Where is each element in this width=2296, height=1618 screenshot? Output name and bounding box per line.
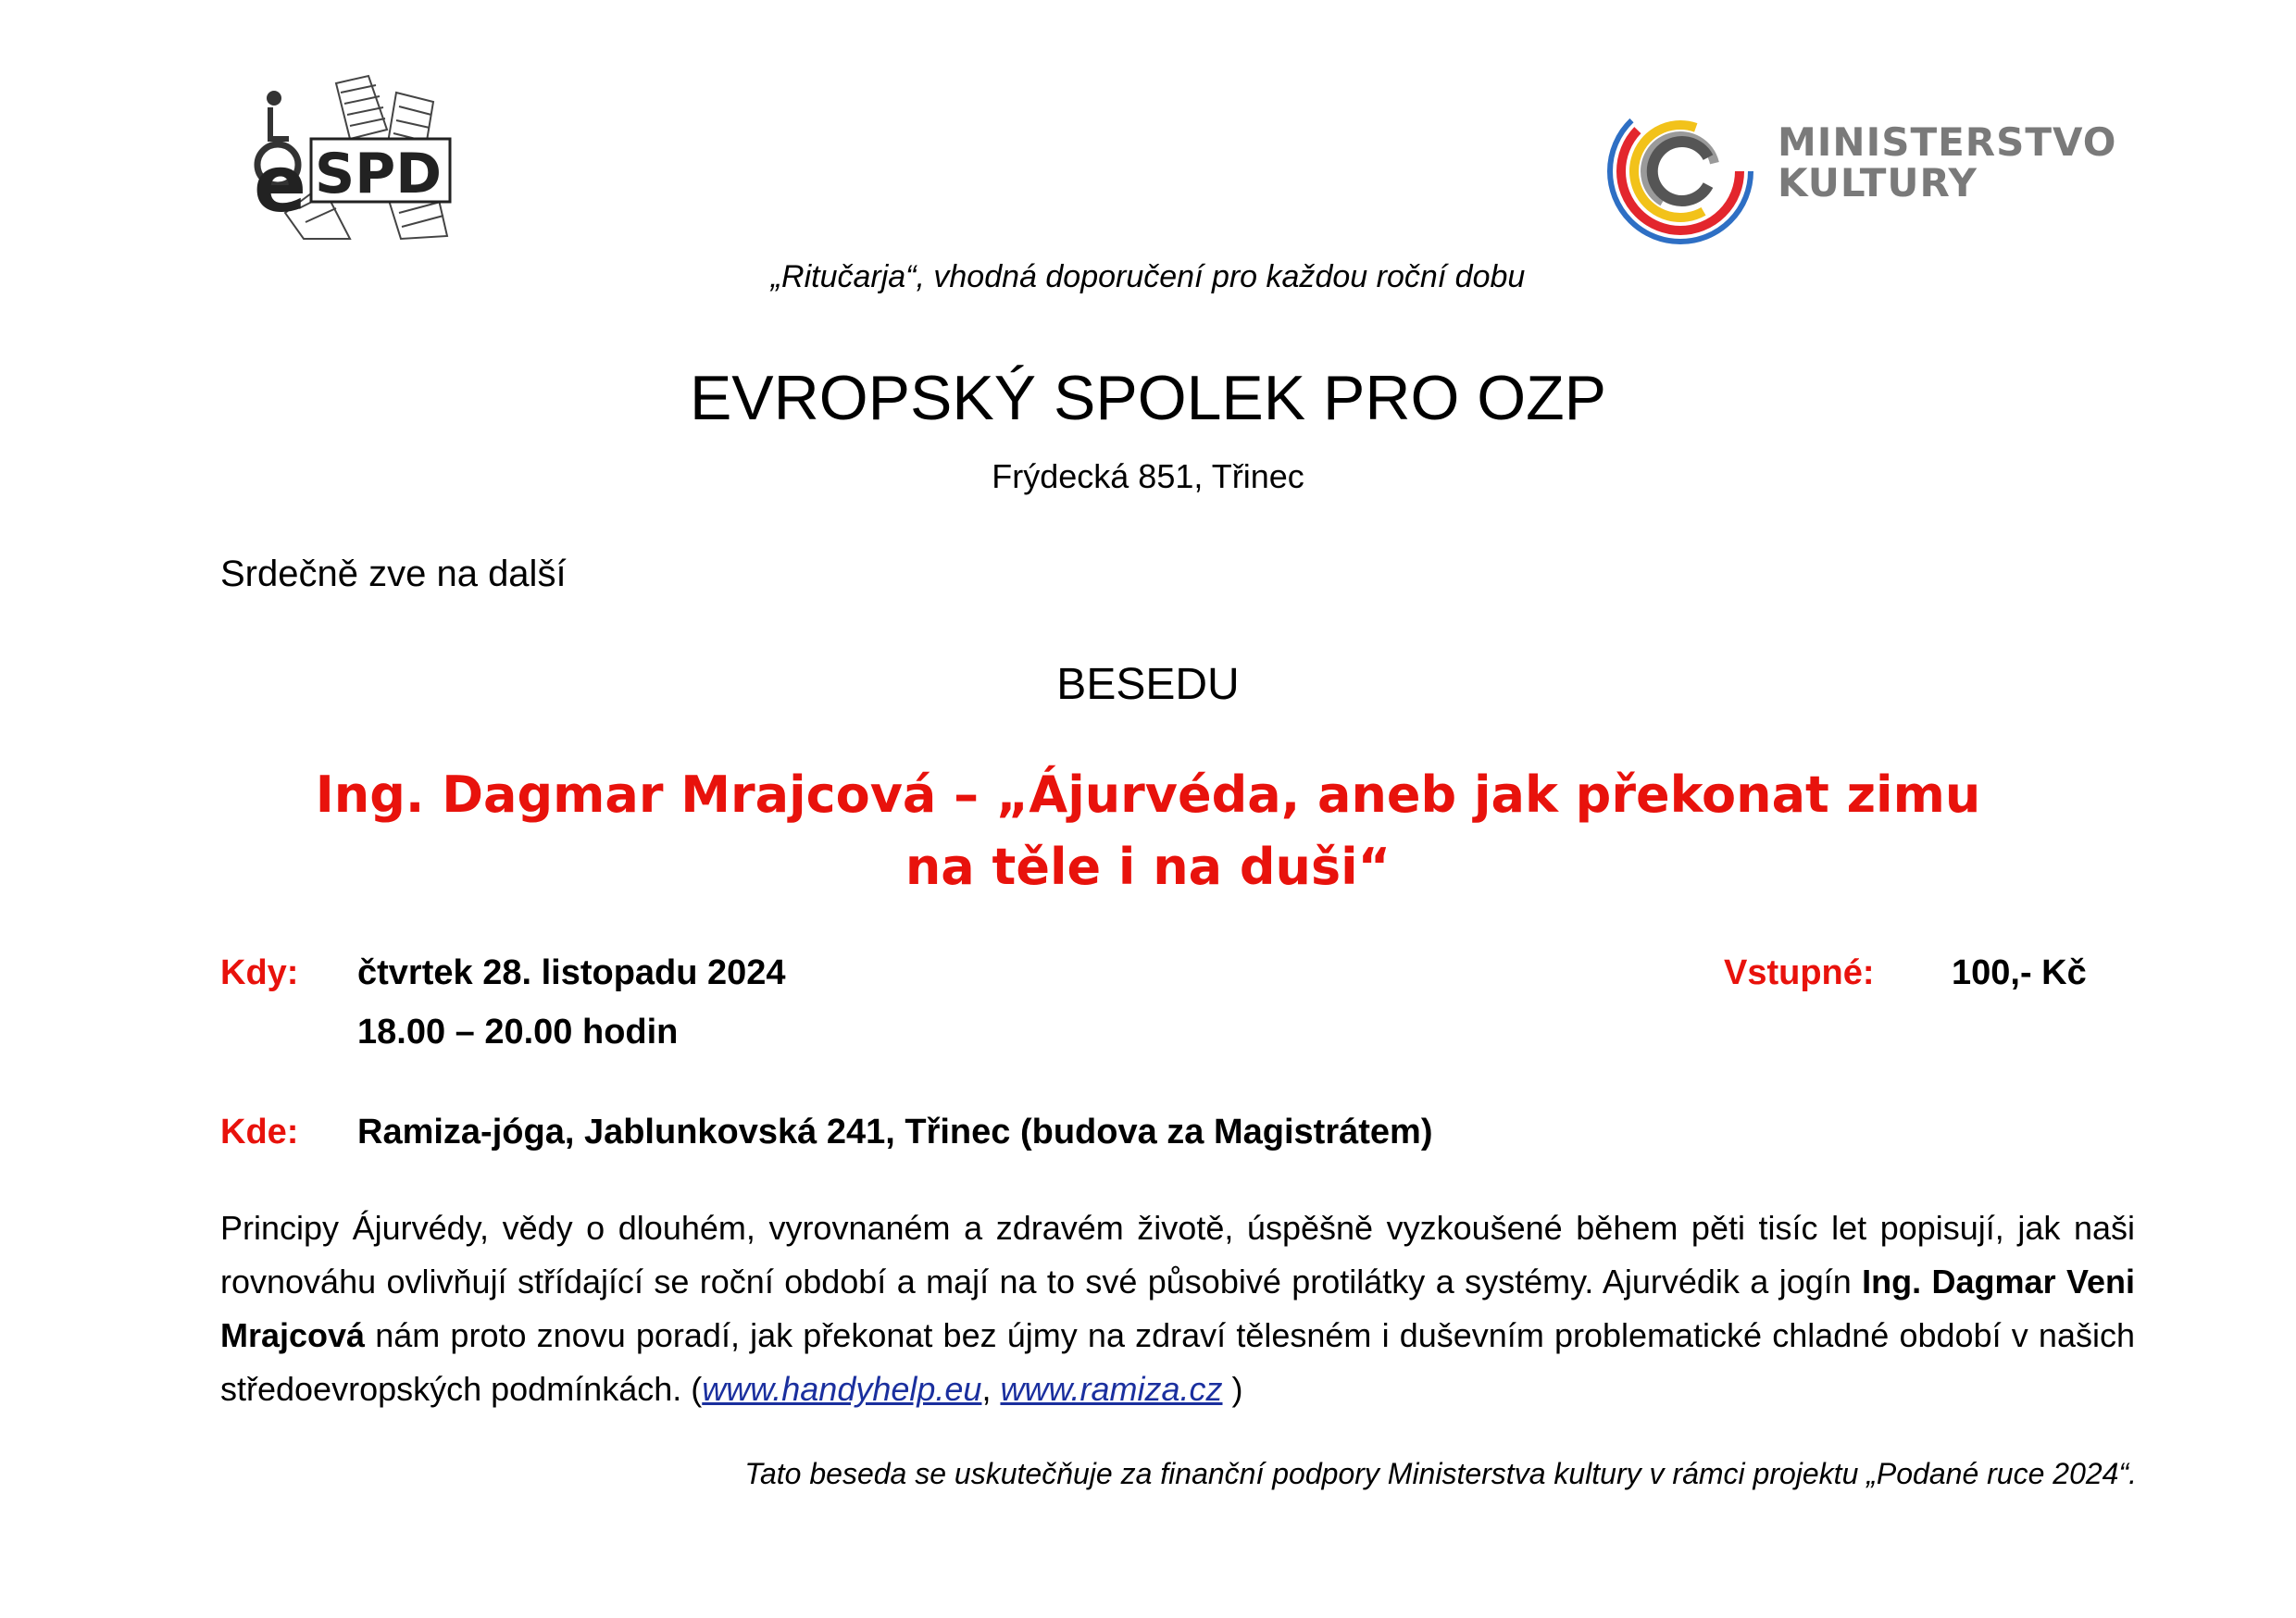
when-time: 18.00 – 20.00 hodin — [357, 1013, 679, 1052]
speaker-name: Ing. Dagmar Veni Mrajcová — [220, 1263, 2136, 1354]
organization-name: EVROPSKÝ SPOLEK PRO OZP — [689, 363, 1607, 433]
funding-note: Tato beseda se uskutečňuje za finanční podpory Ministerstva kultury v rámci projektu „Podané ruce 2024“. — [744, 1457, 2137, 1490]
event-type: BESEDU — [1056, 660, 1240, 709]
invite-text: Srdečně zve na další — [220, 554, 567, 594]
event-title — [185, 759, 2111, 903]
link-separator: , — [981, 1370, 1001, 1408]
ministerstvo-kultury-wordmark — [1778, 119, 2117, 205]
link-handyhelp[interactable]: www.handyhelp.eu — [702, 1370, 982, 1408]
description-part-2: nám proto znovu poradí, jak překonat bez újmy na zdraví tělesném i duševním problematické chladné období v našich středoevropských podmínkách. ( — [220, 1316, 2135, 1408]
ministerstvo-kultury-logo — [1602, 93, 2117, 250]
description-part-1: Principy Ájurvédy, vědy o dlouhém, vyrovnaném a zdravém životě, úspěšně vyzkoušené během pěti tisíc let popisují, jak naši rovnováhu ovlivňují střídající se roční období a mají na to své působivé protilátky a systémy. Ajurvédik a jogín — [220, 1209, 2135, 1301]
svg-text:e: e — [254, 139, 306, 230]
fee-value: 100,- Kč — [1952, 953, 2087, 992]
svg-text:SPD: SPD — [315, 142, 442, 206]
where-label: Kde: — [220, 1113, 299, 1151]
subtitle: „Ritučarja“, vhodná doporučení pro každou roční dobu — [770, 259, 1526, 294]
when-date: čtvrtek 28. listopadu 2024 — [357, 953, 786, 992]
fee-label: Vstupné: — [1724, 953, 1875, 992]
event-title-line-2: na těle i na duši“ — [905, 838, 1391, 896]
description-part-3: ) — [1222, 1370, 1243, 1408]
espd-logo — [248, 74, 461, 241]
where-value: Ramiza-jóga, Jablunkovská 241, Třinec (budova za Magistrátem) — [357, 1113, 1433, 1151]
description-paragraph — [220, 1201, 2135, 1416]
when-label: Kdy: — [220, 953, 299, 992]
organization-address: Frýdecká 851, Třinec — [992, 457, 1304, 495]
logo-line-1: MINISTERSTVO — [1778, 119, 2117, 165]
link-ramiza[interactable]: www.ramiza.cz — [1000, 1370, 1223, 1408]
event-title-line-1: Ing. Dagmar Mrajcová – „Ájurvéda, aneb jak překonat zimu — [315, 765, 1981, 824]
logo-line-2: KULTURY — [1778, 160, 1978, 205]
